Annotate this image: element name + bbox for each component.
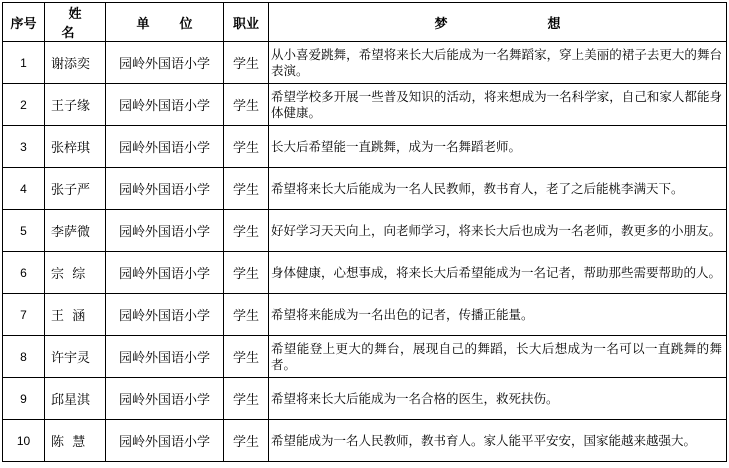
cell-job: 学生 <box>224 84 269 126</box>
cell-wish: 从小喜爱跳舞，希望将来长大后能成为一名舞蹈家，穿上美丽的裙子去更大的舞台表演。 <box>269 42 727 84</box>
header-job: 职业 <box>224 3 269 42</box>
table-row <box>3 252 727 294</box>
table-row <box>3 378 727 420</box>
cell-name: 李萨微 <box>45 210 106 252</box>
cell-job: 学生 <box>224 252 269 294</box>
cell-unit: 园岭外国语小学 <box>106 84 224 126</box>
cell-job: 学生 <box>224 420 269 462</box>
cell-name: 邱星淇 <box>45 378 106 420</box>
cell-wish: 希望能成为一名人民教师，教书育人。家人能平平安安，国家能越来越强大。 <box>269 420 727 462</box>
table-body <box>3 42 727 462</box>
cell-name: 张梓琪 <box>45 126 106 168</box>
table-row <box>3 420 727 462</box>
cell-unit: 园岭外国语小学 <box>106 378 224 420</box>
table-row <box>3 336 727 378</box>
table-row <box>3 294 727 336</box>
table-row <box>3 210 727 252</box>
cell-no: 1 <box>3 42 45 84</box>
cell-no: 10 <box>3 420 45 462</box>
cell-wish: 希望将来能成为一名出色的记者，传播正能量。 <box>269 294 727 336</box>
cell-wish: 希望将来长大后能成为一名人民教师，教书育人，老了之后能桃李满天下。 <box>269 168 727 210</box>
cell-name: 陈 慧 <box>45 420 106 462</box>
cell-job: 学生 <box>224 210 269 252</box>
cell-no: 7 <box>3 294 45 336</box>
cell-name: 王子缘 <box>45 84 106 126</box>
cell-name: 谢添奕 <box>45 42 106 84</box>
table-row <box>3 168 727 210</box>
cell-no: 5 <box>3 210 45 252</box>
cell-wish: 身体健康，心想事成，将来长大后希望能成为一名记者，帮助那些需要帮助的人。 <box>269 252 727 294</box>
dream-table <box>2 2 727 462</box>
cell-unit: 园岭外国语小学 <box>106 168 224 210</box>
table-row <box>3 126 727 168</box>
cell-no: 9 <box>3 378 45 420</box>
header-unit: 单位 <box>106 3 224 42</box>
header-name: 姓名 <box>45 3 106 42</box>
cell-job: 学生 <box>224 378 269 420</box>
cell-unit: 园岭外国语小学 <box>106 210 224 252</box>
cell-unit: 园岭外国语小学 <box>106 126 224 168</box>
cell-name: 张子严 <box>45 168 106 210</box>
cell-wish: 希望能登上更大的舞台，展现自己的舞蹈，长大后想成为一名可以一直跳舞的舞者。 <box>269 336 727 378</box>
cell-name: 宗 综 <box>45 252 106 294</box>
table-row <box>3 42 727 84</box>
cell-name: 许宇灵 <box>45 336 106 378</box>
cell-job: 学生 <box>224 168 269 210</box>
cell-job: 学生 <box>224 336 269 378</box>
cell-no: 3 <box>3 126 45 168</box>
cell-wish: 希望将来长大后能成为一名合格的医生，救死扶伤。 <box>269 378 727 420</box>
cell-unit: 园岭外国语小学 <box>106 252 224 294</box>
cell-no: 2 <box>3 84 45 126</box>
cell-no: 8 <box>3 336 45 378</box>
header-no: 序号 <box>3 3 45 42</box>
cell-wish: 希望学校多开展一些普及知识的活动，将来想成为一名科学家，自己和家人都能身体健康。 <box>269 84 727 126</box>
cell-job: 学生 <box>224 126 269 168</box>
cell-no: 6 <box>3 252 45 294</box>
cell-job: 学生 <box>224 42 269 84</box>
cell-unit: 园岭外国语小学 <box>106 336 224 378</box>
cell-wish: 长大后希望能一直跳舞，成为一名舞蹈老师。 <box>269 126 727 168</box>
header-row <box>3 3 727 42</box>
cell-wish: 好好学习天天向上，向老师学习，将来长大后也成为一名老师，教更多的小朋友。 <box>269 210 727 252</box>
cell-job: 学生 <box>224 294 269 336</box>
cell-unit: 园岭外国语小学 <box>106 42 224 84</box>
cell-name: 王 涵 <box>45 294 106 336</box>
cell-no: 4 <box>3 168 45 210</box>
table-row <box>3 84 727 126</box>
cell-unit: 园岭外国语小学 <box>106 294 224 336</box>
header-wish: 梦想 <box>269 3 727 42</box>
cell-unit: 园岭外国语小学 <box>106 420 224 462</box>
